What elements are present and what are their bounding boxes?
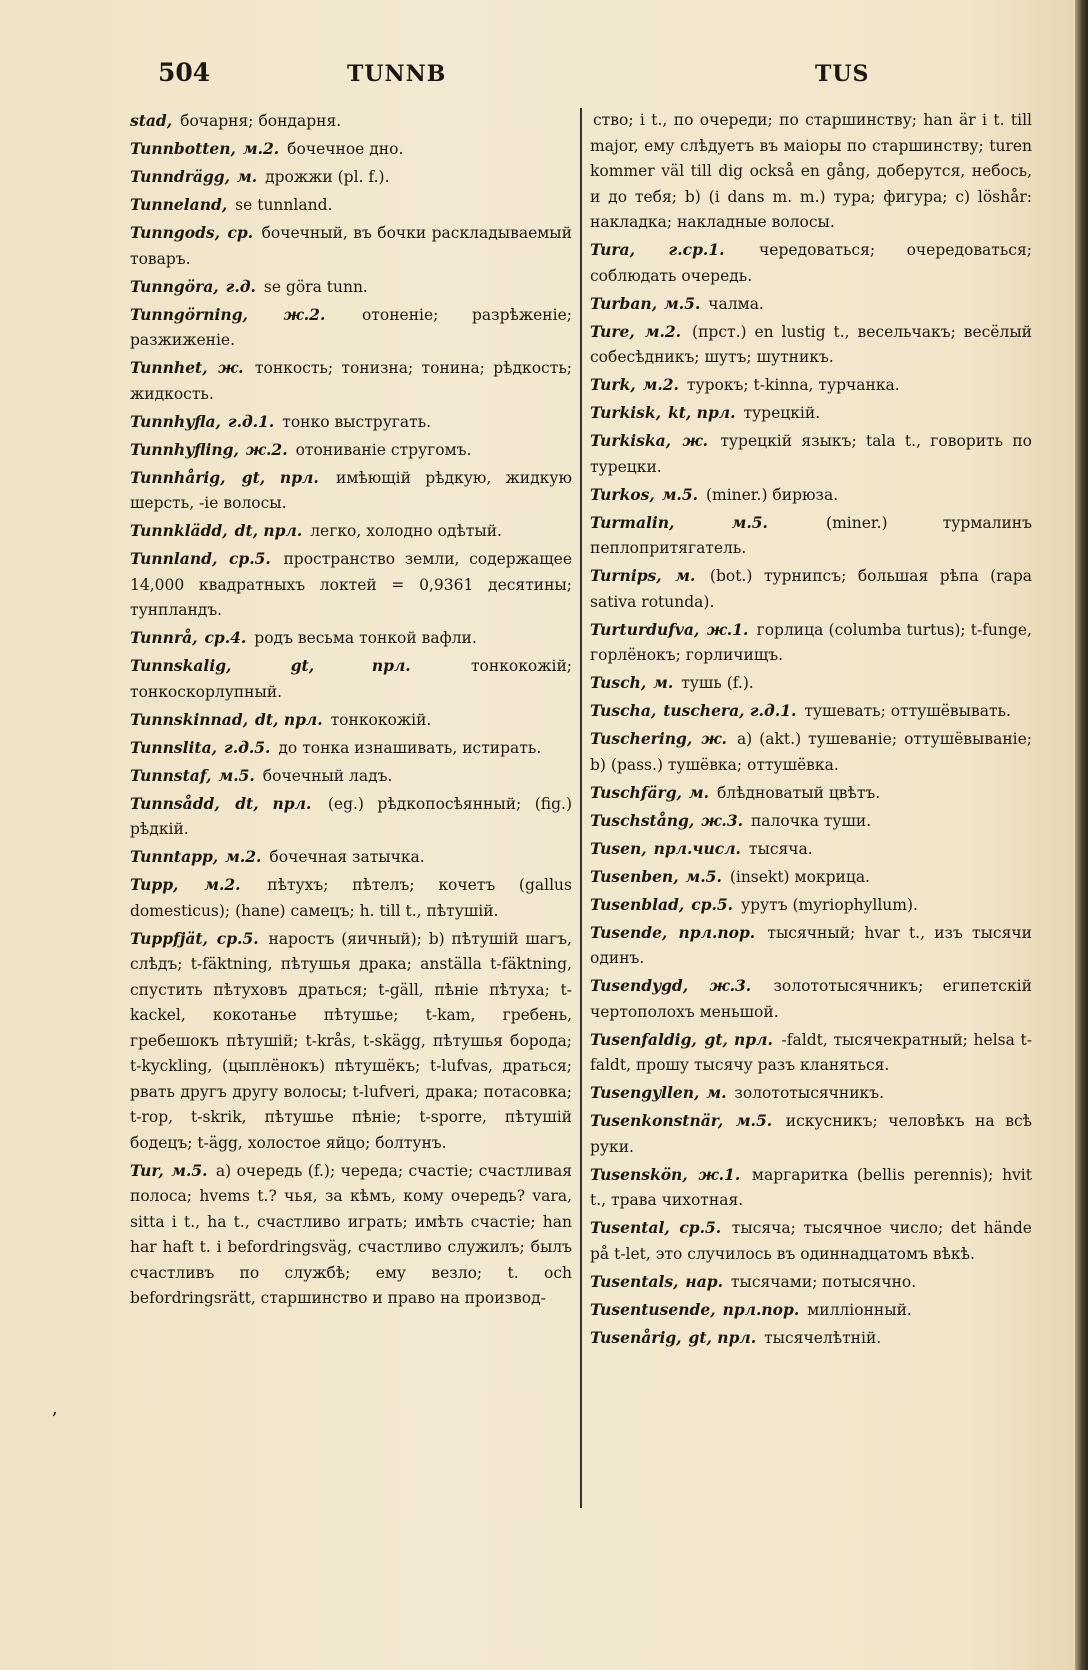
entry-headword: Tunneland,	[130, 195, 228, 214]
entry-definition: a) очередь (f.); череда; счастіе; счастливая полоса; hvems t.? чья, за кѣмъ, кому очередь? vara, sitta i t., ha t., счастливо играть; имѣть счастіе; han har haft t. i befordringsväg, счастливо служилъ; былъ счастливъ по службѣ; ему везло; t. och befordringsrätt, старшинство и право на производ-	[130, 1161, 572, 1307]
entry-headword: Tunnbotten,	[130, 139, 236, 158]
entry-headword: Turkiska,	[590, 431, 672, 450]
entry-headword: Tunndrägg,	[130, 167, 231, 186]
entry-definition: a) (akt.) тушеваніе; оттушёвываніе; b) (pass.) тушёвка; оттушёвка.	[590, 730, 1032, 774]
entry-definition: (eg.) рѣдкопосѣянный; (fig.) рѣдкій.	[130, 794, 572, 838]
entry-definition: наростъ (яичный); b) пѣтушій шагъ, слѣдъ; t-fäktning, пѣтушья драка; anställa t-fäktning, спустить пѣтуховъ драться; t-gäll, пѣніе пѣтуха; t-kackel, кокотанье пѣтушье; t-kam, гребень, гребешокъ пѣтушій; t-krås, t-skägg, пѣтушья борода; t-kyckling, (цыплёнокъ) пѣтушёкъ; t-lufvas, драться; рвать другъ другу волосы; t-lufveri, драка; потасовка; t-rop, t-skrik, пѣтушье пѣніе; t-sporre, пѣтушій бодецъ; t-ägg, холостое яйцо; болтунъ.	[130, 929, 572, 1152]
dictionary-entry	[130, 625, 572, 652]
entry-headword: Tunnstaf,	[130, 765, 212, 785]
left-column	[130, 108, 572, 1313]
entry-headword: Tunnslita,	[130, 737, 218, 757]
entry-headword: Tunngörning,	[130, 304, 248, 324]
dictionary-entry	[590, 780, 1032, 807]
entry-grammar: м.	[236, 167, 258, 186]
entry-headword: Turkisk,	[590, 403, 662, 422]
entry-definition: дрожжи (pl. f.).	[265, 168, 390, 186]
entry-grammar: ср.5.	[228, 549, 271, 568]
entry-definition: маргаритка (bellis perennis); hvit t., трава чихотная.	[590, 1165, 1032, 1209]
dictionary-entry	[590, 108, 1032, 236]
dictionary-entry	[590, 372, 1032, 399]
entry-definition: турецкій.	[743, 404, 821, 422]
entry-headword: Tunnhyfling,	[130, 439, 239, 459]
entry-headword: Tunnskalig,	[130, 656, 232, 675]
entry-headword: Tusch,	[590, 673, 647, 692]
entry-grammar: tuschera, г.д.1.	[663, 701, 797, 720]
entry-definition: тысяча.	[748, 839, 813, 858]
entry-grammar: г.д.1.	[227, 411, 275, 431]
entry-definition: тушь (f.).	[681, 674, 754, 692]
entry-headword: Tunnhyfla,	[130, 411, 221, 431]
entry-definition: бочечный ладъ.	[262, 766, 393, 785]
entry-definition: искусникъ; человѣкъ на всѣ руки.	[590, 1112, 1032, 1156]
entry-headword: Turk,	[590, 375, 636, 394]
dictionary-entry	[590, 482, 1032, 509]
entry-grammar: ср.5.	[691, 894, 734, 914]
dictionary-entry	[590, 400, 1032, 427]
dictionary-entry	[130, 465, 572, 517]
entry-headword: Tusenkonstnär,	[590, 1111, 724, 1130]
dictionary-entry	[130, 164, 572, 191]
entry-grammar: м.5.	[685, 866, 722, 886]
entry-headword: Tusende,	[590, 922, 668, 942]
dictionary-entry	[590, 726, 1032, 778]
dictionary-entry	[130, 735, 572, 762]
entry-grammar: dt, прл.	[234, 521, 303, 540]
entry-grammar: нар.	[685, 1271, 723, 1291]
entry-grammar: м.2.	[644, 321, 682, 341]
dictionary-entry	[130, 518, 572, 545]
dictionary-entry	[590, 563, 1032, 615]
entry-definition: -faldt, тысячекратный; helsa t-faldt, прошу тысячу разъ кланяться.	[590, 1030, 1033, 1074]
entry-headword: Tusengyllen,	[590, 1083, 700, 1102]
dictionary-entry	[590, 892, 1032, 919]
entry-definition: отоненіе; разрѣженіе; разжиженіе.	[130, 305, 572, 349]
entry-headword: Turban,	[590, 293, 658, 313]
dictionary-entry	[130, 220, 572, 272]
dictionary-entry	[590, 510, 1032, 562]
entry-grammar: м.	[653, 673, 674, 692]
entry-grammar: ж.2.	[283, 304, 326, 324]
entry-headword: Tusenfaldig,	[590, 1029, 697, 1049]
entry-definition: пѣтухъ; пѣтелъ; кочетъ (gallus domesticus); (hane) самецъ; h. till t., пѣтушій.	[130, 876, 572, 920]
entry-headword: Turmalin,	[590, 512, 675, 532]
dictionary-entry	[130, 274, 572, 301]
entry-definition: (insekt) мокрица.	[729, 867, 870, 886]
entry-definition: тонкокожій; тонкоскорлупный.	[130, 657, 572, 701]
entry-headword: Tusenben,	[590, 866, 679, 886]
entry-grammar: м.5.	[731, 512, 768, 532]
entry-grammar: м.	[675, 566, 696, 585]
entry-headword: Tusenblad,	[590, 894, 685, 914]
entry-definition: тысяча; тысячное число; det hände på t-let, это случилось въ одиннадцатомъ вѣкѣ.	[590, 1219, 1032, 1263]
dictionary-entry	[590, 291, 1032, 318]
entry-headword: Ture,	[590, 321, 635, 341]
dictionary-entry	[130, 763, 572, 790]
entry-definition: до тонка изнашивать, истирать.	[278, 738, 542, 757]
entry-headword: Tusenskön,	[590, 1164, 688, 1184]
dictionary-entry	[590, 1162, 1032, 1214]
dictionary-entry	[590, 617, 1032, 669]
entry-headword: Tur,	[130, 1160, 164, 1180]
entry-headword: Tura,	[590, 240, 635, 259]
dictionary-entry	[130, 409, 572, 436]
dictionary-entry	[130, 437, 572, 464]
dictionary-entry	[590, 1108, 1032, 1160]
entry-headword: Tunngods,	[130, 223, 221, 242]
entry-grammar: gt, прл.	[704, 1029, 773, 1049]
dictionary-entry	[590, 428, 1032, 480]
entry-grammar: прл.пор.	[678, 922, 756, 942]
entry-grammar: г.ср.1.	[668, 240, 725, 259]
entry-grammar: м.2.	[642, 375, 679, 394]
entry-grammar: ж.3.	[709, 976, 752, 995]
entry-definition: se göra tunn.	[263, 277, 368, 296]
page-edge	[1075, 0, 1088, 1670]
entry-definition: палочка туши.	[750, 811, 872, 830]
entry-definition: бочарня; бондарня.	[180, 112, 342, 130]
dictionary-entry	[130, 707, 572, 734]
entry-headword: Tunnskinnad,	[130, 709, 249, 729]
entry-headword: Tunnhårig,	[130, 467, 226, 487]
entry-definition: бочечное дно.	[287, 140, 404, 158]
entry-headword: Tunnhet,	[130, 358, 208, 377]
entry-headword: Turkos,	[590, 484, 655, 504]
entry-headword: Tusental,	[590, 1218, 670, 1237]
entry-definition: тысячный; hvar t., изъ тысячи одинъ.	[590, 923, 1032, 967]
entry-grammar: г.д.	[225, 276, 256, 296]
entry-headword: Tusendygd,	[590, 976, 689, 995]
running-header	[0, 58, 1075, 98]
entry-grammar: м.	[706, 1083, 727, 1102]
entry-definition: золототысячникъ.	[734, 1084, 885, 1102]
entry-definition: турокъ; t-kinna, турчанка.	[686, 376, 900, 394]
entry-definition: тысячами; потысячно.	[730, 1272, 917, 1291]
entry-grammar: м.	[688, 782, 710, 802]
entry-headword: Tusenårig,	[590, 1327, 682, 1347]
dictionary-entry	[590, 1215, 1032, 1267]
entry-headword: Tuschstång,	[590, 810, 695, 830]
entry-grammar: gt, прл.	[688, 1327, 757, 1347]
entry-headword: Tunngöra,	[130, 276, 219, 296]
entry-definition: милліонный.	[807, 1300, 912, 1319]
entry-grammar: ж.1.	[706, 619, 749, 639]
entry-definition: тонкость; тонизна; тонина; рѣдкость; жидкость.	[130, 359, 572, 403]
entry-grammar: kt, прл.	[667, 403, 736, 422]
entry-grammar: м.5.	[171, 1160, 208, 1180]
dictionary-entry	[590, 1027, 1032, 1079]
entry-headword: Turturdufva,	[590, 619, 700, 639]
entry-definition: отониваніе стругомъ.	[295, 440, 472, 459]
entry-definition: чалма.	[708, 294, 764, 313]
entry-definition: чередоваться; очередоваться; соблюдать очередь.	[590, 241, 1032, 285]
dictionary-entry	[130, 1158, 572, 1312]
dictionary-entry	[130, 653, 572, 705]
dictionary-entry	[130, 136, 572, 163]
entry-grammar: ж.3.	[701, 810, 744, 830]
entry-definition: (bot.) турнипсъ; большая рѣпа (rapa sativa rotunda).	[590, 567, 1032, 611]
entry-headword: Tusen,	[590, 838, 647, 858]
entry-grammar: прл.числ.	[653, 838, 741, 858]
dictionary-entry	[130, 791, 572, 843]
entry-grammar: г.д.5.	[223, 737, 271, 757]
entry-headword: Tuscha,	[590, 701, 657, 720]
entry-headword: Tuschfärg,	[590, 782, 682, 802]
entry-definition: se tunnland.	[235, 196, 333, 214]
entry-definition: бочечная затычка.	[269, 848, 425, 866]
dictionary-entry	[590, 319, 1032, 371]
entry-headword: Tunnsådd,	[130, 793, 220, 813]
entry-grammar: gt, прл.	[241, 467, 319, 487]
dictionary-entry	[130, 926, 572, 1157]
entry-grammar: ж.	[682, 431, 709, 450]
entry-grammar: м.2.	[242, 139, 280, 158]
dictionary-entry	[590, 698, 1032, 725]
dictionary-entry	[130, 192, 572, 219]
right-column	[590, 108, 1032, 1353]
entry-grammar: ср.	[227, 223, 254, 242]
entry-definition: урутъ (myriophyllum).	[740, 895, 918, 914]
entry-headword: Tusentusende,	[590, 1299, 716, 1319]
entry-grammar: ср.5.	[216, 928, 259, 948]
entry-grammar: м.5.	[664, 293, 701, 313]
entry-definition: (miner.) бирюза.	[705, 485, 839, 504]
dictionary-entry	[590, 1297, 1032, 1324]
entry-grammar: м.2.	[225, 847, 262, 866]
entry-grammar: ж.	[701, 729, 727, 748]
entry-definition: имѣющій рѣдкую, жидкую шерсть, -іе волосы.	[130, 468, 572, 512]
entry-headword: Tunnklädd,	[130, 521, 228, 540]
right-guide-word: TUS	[815, 61, 870, 87]
entry-grammar: ж.1.	[698, 1164, 741, 1184]
dictionary-entry	[590, 864, 1032, 891]
dictionary-entry	[590, 670, 1032, 697]
entry-headword: Tunnrå,	[130, 628, 198, 647]
entry-definition: ство; i t., по очереди; по старшинству; han är i t. till major, ему слѣдуетъ въ маіоры по старшинству; turen kommer väl till dig också en gång, доберутся, небось, и до тебя; b) (i dans m. m.) тура; фигура; c) löshår: накладка; накладные волосы.	[590, 111, 1032, 231]
entry-definition: турецкій языкъ; tala t., говорить по турецки.	[590, 432, 1033, 476]
dictionary-entry	[590, 237, 1032, 289]
entry-definition: тушевать; оттушёвывать.	[804, 702, 1011, 720]
margin-mark: ,	[52, 1398, 58, 1419]
entry-definition: бочечный, въ бочки раскладываемый товаръ.	[130, 224, 572, 268]
entry-definition: золототысячникъ; египетскій чертополохъ меньшой.	[590, 977, 1032, 1021]
entry-grammar: м.5.	[661, 484, 699, 504]
dictionary-entry	[590, 1325, 1032, 1352]
dictionary-entry	[130, 844, 572, 871]
entry-grammar: прл.пор.	[722, 1299, 800, 1319]
entry-headword: stad,	[130, 111, 173, 130]
entry-grammar: dt, прл.	[235, 793, 312, 813]
dictionary-entry	[130, 108, 572, 135]
entry-definition: (miner.) турмалинъ пеплопритягатель.	[590, 513, 1032, 557]
entry-definition: горлица (columba turtus); t-funge, горлёнокъ; горличищъ.	[590, 620, 1032, 664]
dictionary-entry	[590, 920, 1032, 972]
entry-definition: тонкокожій.	[330, 710, 432, 729]
entry-grammar: ср.4.	[204, 628, 247, 647]
dictionary-entry	[130, 355, 572, 407]
dictionary-entry	[590, 836, 1032, 863]
entry-definition: легко, холодно одѣтый.	[310, 522, 502, 540]
dictionary-entry	[590, 1080, 1032, 1107]
entry-definition: родъ весьма тонкой вафли.	[254, 629, 477, 647]
entry-headword: Tuschering,	[590, 729, 693, 748]
entry-headword: Tupp,	[130, 875, 179, 894]
left-guide-word: TUNNB	[347, 61, 447, 87]
entry-headword: Tusentals,	[590, 1271, 679, 1291]
entry-grammar: ж.	[217, 358, 244, 377]
entry-grammar: м.2.	[204, 875, 241, 894]
entry-grammar: dt, прл.	[255, 709, 323, 729]
entry-headword: Tuppfjät,	[130, 928, 208, 948]
entry-grammar: gt, прл.	[290, 656, 411, 675]
entry-definition: тонко выстругать.	[282, 412, 432, 431]
entry-grammar: м.5.	[735, 1111, 773, 1130]
dictionary-entry	[590, 1269, 1032, 1296]
entry-grammar: м.5.	[218, 765, 255, 785]
column-divider	[580, 108, 582, 1508]
page-number: 504	[158, 58, 211, 87]
entry-grammar: ж.2.	[245, 439, 288, 459]
entry-definition: тысячелѣтній.	[764, 1328, 882, 1347]
dictionary-entry	[130, 302, 572, 354]
entry-definition: блѣдноватый цвѣтъ.	[716, 783, 881, 802]
entry-headword: Tunntapp,	[130, 847, 219, 866]
dictionary-entry	[130, 546, 572, 624]
entry-definition: пространство земли, содержащее 14,000 квадратныхъ локтей = 0,9361 десятины; тунпландъ.	[130, 550, 572, 619]
dictionary-entry	[590, 973, 1032, 1025]
entry-grammar: ср.5.	[679, 1218, 722, 1237]
entry-definition: (прст.) en lustig t., весельчакъ; весёлый собесѣдникъ; шутъ; шутникъ.	[590, 322, 1032, 366]
entry-headword: Tunnland,	[130, 549, 218, 568]
entry-headword: Turnips,	[590, 566, 662, 585]
dictionary-entry	[130, 872, 572, 924]
dictionary-entry	[590, 808, 1032, 835]
